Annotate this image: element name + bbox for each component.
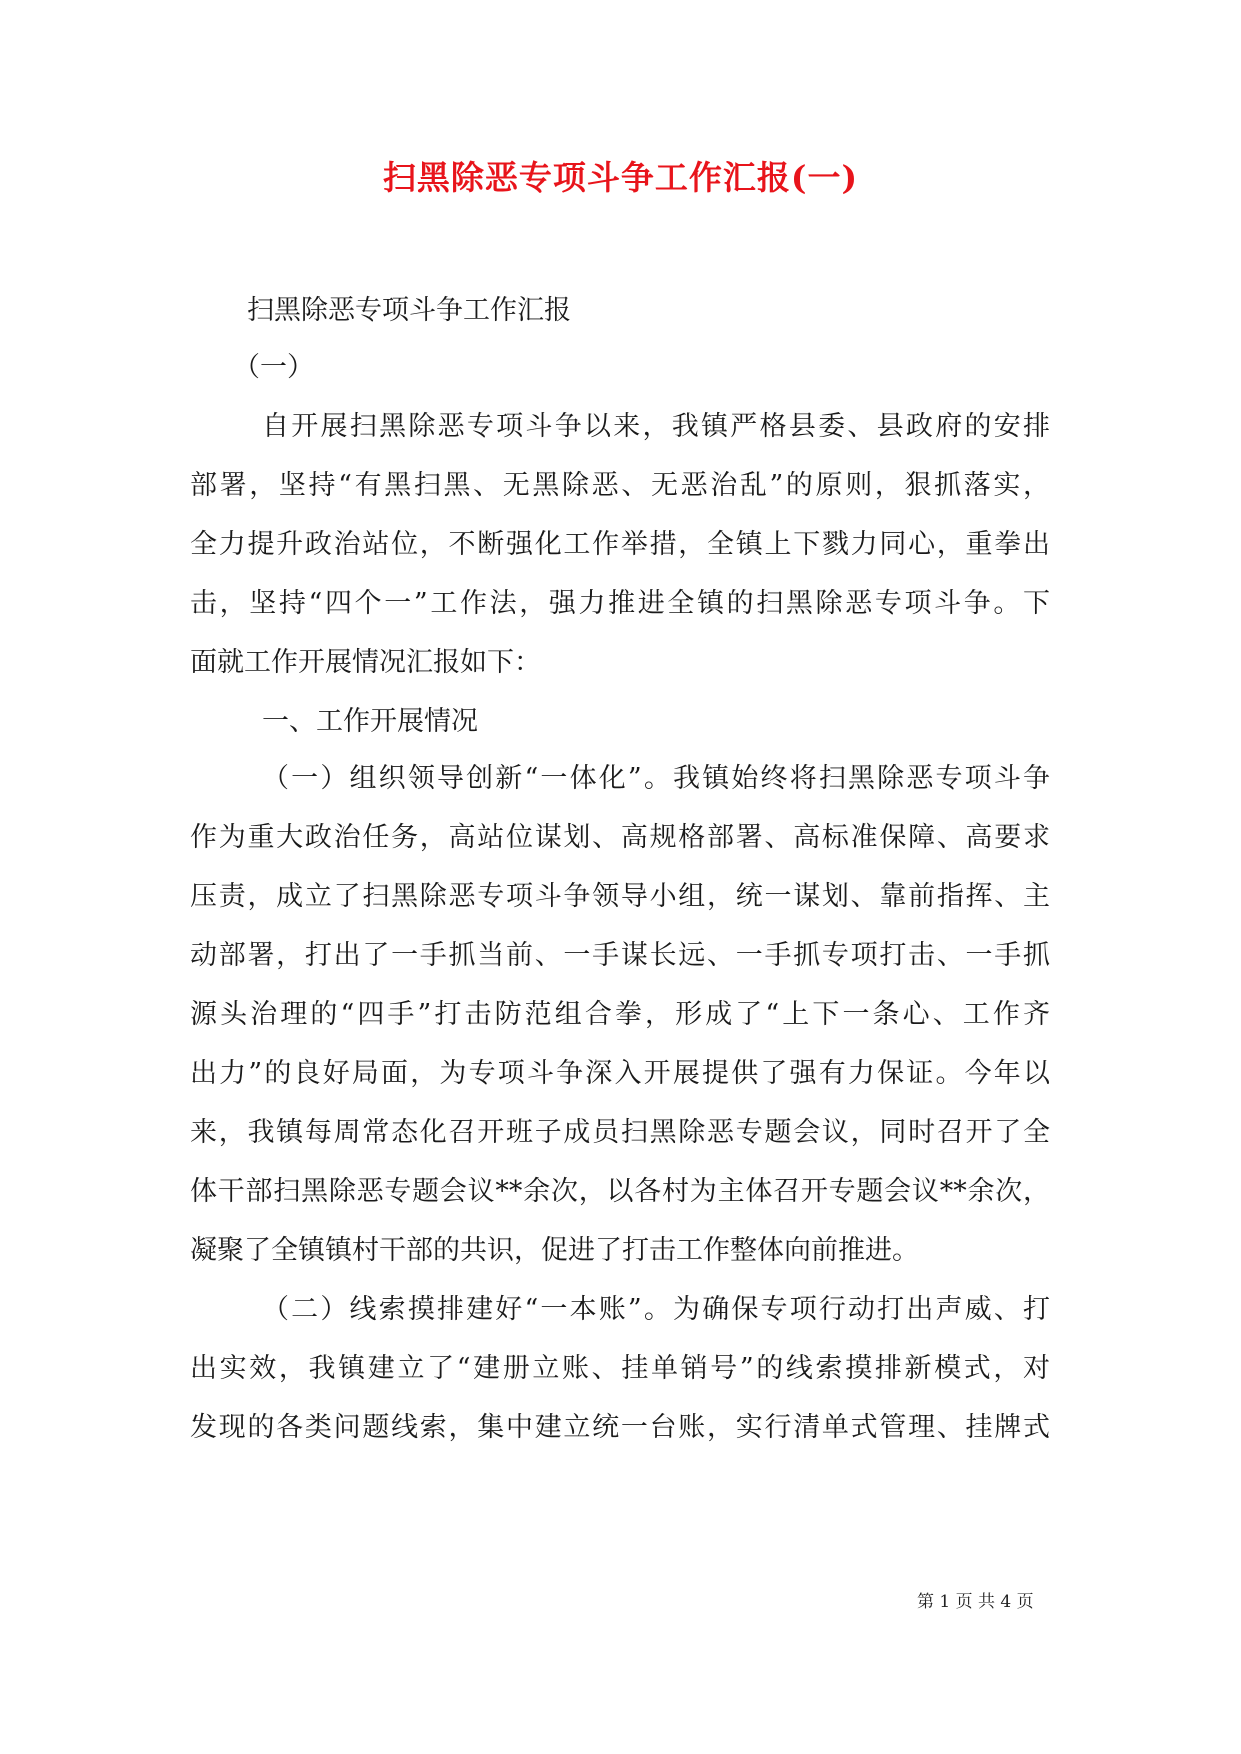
paragraph-line: 出力”的良好局面，为专项斗争深入开展提供了强有力保证。今年以 bbox=[190, 1058, 1050, 1089]
subtitle-line: 扫黑除恶专项斗争工作汇报 bbox=[247, 295, 571, 326]
subtitle-number: （一） bbox=[233, 352, 314, 383]
paragraph-line: 部署，坚持“有黑扫黑、无黑除恶、无恶治乱”的原则，狠抓落实， bbox=[190, 470, 1050, 501]
paragraph-line: 来，我镇每周常态化召开班子成员扫黑除恶专题会议，同时召开了全 bbox=[190, 1117, 1050, 1148]
paragraph-line: 自开展扫黑除恶专项斗争以来，我镇严格县委、县政府的安排 bbox=[262, 411, 1050, 442]
paragraph-line: 面就工作开展情况汇报如下： bbox=[190, 647, 541, 678]
paragraph-line: 发现的各类问题线索，集中建立统一台账，实行清单式管理、挂牌式 bbox=[190, 1412, 1050, 1443]
page-number-footer: 第 1 页 共 4 页 bbox=[917, 1592, 1034, 1612]
paragraph-line: 全力提升政治站位，不断强化工作举措，全镇上下戮力同心，重拳出 bbox=[190, 529, 1050, 560]
paragraph-line: （二）线索摸排建好“一本账”。为确保专项行动打出声威、打 bbox=[262, 1294, 1050, 1325]
paragraph-line: 出实效，我镇建立了“建册立账、挂单销号”的线索摸排新模式，对 bbox=[190, 1353, 1050, 1384]
section-heading: 一、工作开展情况 bbox=[262, 706, 478, 737]
paragraph-line: 源头治理的“四手”打击防范组合拳，形成了“上下一条心、工作齐 bbox=[190, 999, 1050, 1030]
paragraph-line: 体干部扫黑除恶专题会议**余次，以各村为主体召开专题会议**余次， bbox=[190, 1176, 1050, 1207]
paragraph-line: （一）组织领导创新“一体化”。我镇始终将扫黑除恶专项斗争 bbox=[262, 763, 1050, 794]
paragraph-line: 压责，成立了扫黑除恶专项斗争领导小组，统一谋划、靠前指挥、主 bbox=[190, 881, 1050, 912]
paragraph-line: 凝聚了全镇镇村干部的共识，促进了打击工作整体向前推进。 bbox=[190, 1235, 919, 1266]
paragraph-line: 击，坚持“四个一”工作法，强力推进全镇的扫黑除恶专项斗争。下 bbox=[190, 588, 1050, 619]
paragraph-line: 作为重大政治任务，高站位谋划、高规格部署、高标准保障、高要求 bbox=[190, 822, 1050, 853]
document-title: 扫黑除恶专项斗争工作汇报(一) bbox=[382, 158, 859, 197]
paragraph-line: 动部署，打出了一手抓当前、一手谋长远、一手抓专项打击、一手抓 bbox=[190, 940, 1050, 971]
